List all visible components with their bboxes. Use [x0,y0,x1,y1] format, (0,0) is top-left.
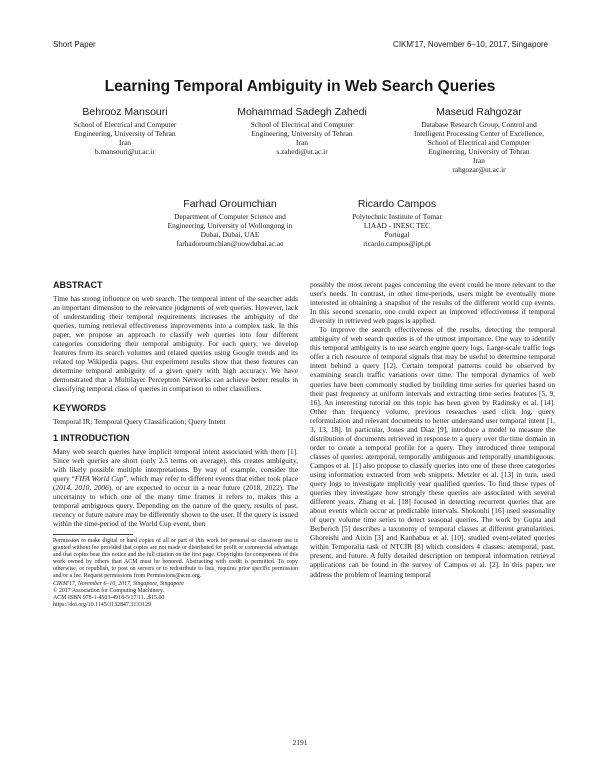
author-country: Iran [119,138,131,147]
running-header-left: Short Paper [53,40,96,49]
author-block-5 [322,198,472,248]
author-block-2 [222,106,382,156]
keywords-heading: KEYWORDS [53,402,107,413]
introduction-paragraph: Many web search queries have implicit temporal intent associated with them [1]. Since web queries are short (only 2.5 terms on average), this creates ambiguity, with likely possible multiple interpretations. By way of example, consider the query “FIFA World Cup”, which may refer to different events that either took place (2014, 2010, 2006), or are expected to occur in a near future (2018, 2022). The uncertainty to which one of the many time frames it refers to, makes this a temporal ambiguous query. Depending on the nature of the query, results of past, recency or future nature may be differently shown to the user. If the query is issued within the time-period of the World Cup event, then [53,446,299,528]
author-email: farhadoroumchian@uowdubai.ac.ae [176,239,284,248]
author-affiliation: Engineering, University of Tehran [251,129,353,138]
author-name: Ricardo Campos [357,198,437,210]
author-affiliation: Department of Computer Science and [174,212,286,221]
right-column [310,280,555,579]
permission-notice: Permission to make digital or hard copies of all or part of this work for personal or classroom use is granted without fee provided that copies are not made or distributed for profit or commercial advantage and that copies bear this notice and the full citation on the first page. Copyrights for components of this work owned by others than ACM must be honored. Abstracting with credit is permitted. To copy otherwise, or republish, to post on servers or to redistribute to lists, requires prior specific permission and/or a fee. Request permissions from Permissions@acm.org. [53,537,298,580]
introduction-heading: 1 INTRODUCTION [53,432,130,443]
author-affiliation: Engineering, University of Wollongong in [167,221,293,230]
author-affiliation: Engineering, University of Tehran [74,129,176,138]
author-email: rahgozar@ut.ac.ir [452,165,506,174]
author-block-1 [45,106,205,156]
footnote-rule [53,534,133,535]
query-example: FIFA World Cup [74,473,124,483]
author-name: Mohammad Sadegh Zahedi [237,106,367,118]
author-email: s.zahedi@ut.ac.ir [276,147,328,156]
author-country: Iran [473,156,485,165]
author-name: Maseud Rahgozar [436,106,522,118]
author-affiliation: School of Electrical and Computer [427,138,531,147]
author-affiliation: Polytechnic Institute of Tomar [352,212,442,221]
page-number: 2191 [292,738,308,747]
author-block-3 [392,106,566,174]
author-affiliation: Intelligent Processing Center of Excellence, [414,129,544,138]
copyright-notice: © 2017 Association for Computing Machinery. [53,587,165,594]
author-affiliation: LIAAD - INESC TEC [363,221,431,230]
past-years: 2014, 2010, 2006 [55,482,109,492]
author-country: Iran [296,138,308,147]
author-email: ricardo.campos@ipt.pt [363,239,431,248]
author-name: Farhad Oroumchian [183,198,277,210]
author-affiliation: School of Electrical and Computer [73,120,177,129]
author-email: b.mansouri@ut.ac.ir [94,147,156,156]
author-affiliation: Engineering, University of Tehran [428,147,530,156]
left-column [53,280,298,609]
body-paragraph-continued: possibly the most recent pages concerning the event could be more relevant to the user's needs. In contrast, in other time-periods, users might be eventually more interested in obtaining a snapshot of the results of the different world cup events. In this second scenario, one could expect an improved effectiveness if temporal diversity in retrieved web pages is applied. [310,280,555,326]
abstract-heading: ABSTRACT [53,280,103,290]
author-affiliation: School of Electrical and Computer [250,120,354,129]
paper-title: Learning Temporal Ambiguity in Web Search Queries [104,78,496,95]
running-header-right: CIKM'17, November 6–10, 2017, Singapore [393,40,548,49]
body-paragraph: To improve the search effectiveness of the results, detecting the temporal ambiguity of web search queries is of the utmost importance. One way to identify this temporal ambiguity is to use search engine query logs. Large-scale traffic logs offer a rich resource of temporal signals that may be useful to determine temporal intent behind a query [12]. Certain temporal patterns could be observed by examining search traffic variations over time. The temporal dynamics of web queries have been commonly studied by building time series for queries based on their past frequency at uniform intervals and extracting time series features [5, 9, 16]. An interesting tutorial on this topic has been given by Radinsky et al. [14]. Other than frequency volume, previous researches used click log, query reformulation and relevant documents to better understand user temporal intent [1, 3, 13, 18]. In particular, Jones and Diaz [9], introduce a model to measure the distribution of documents retrieved in response to a query over the time domain in order to create a temporal profile for a query. They introduced three temporal classes of queries: atemporal, temporally ambiguous and temporally unambiguous. Campos et al. [1] also propose to classify queries into one of these three categories using information extracted from web snippets. Metzler et al. [13] in turn, used query logs to investigate implicitly year qualified queries. To find these types of queries they investigate how strongly these queries are associated with several different years. Zhang et al. [18] focused in detecting recurrent queries that are about events which occur at predictable intervals. Shokouhi [16] used seasonality of query volume time series to detect seasonal queries. The work by Gupta and Berberich [5] describes a taxonomy of temporal classes at different granularities. Ghoreishi and Aixin [3] and Kanhabua et al. [10]. studied event-related queries within Temporalia task of NTCIR [8] which considers 4 classes: atemporal, past, present, and future. A fully detailed description on temporal information retrieval applications can be found in the survey of Campos et al. [2]. In this paper, we address the problem of learning temporal [310,325,555,579]
conference-info: CIKM'17, November 6–10, 2017, Singapore, Singapore [53,580,184,587]
author-block-4 [150,198,310,248]
isbn: ACM ISBN 978-1-4503-4918-5/17/11...$15.00 [53,594,165,601]
author-affiliation: Dubai, Dubai, UAE [200,230,260,239]
author-affiliation: Database Research Group, Control and [421,120,537,129]
author-name: Behrooz Mansouri [82,106,168,118]
author-country: Portugal [384,230,410,239]
keywords-text: Temporal IR; Temporal Query Classification; Query Intent [53,416,226,426]
abstract-text: Time has strong influence on web search. The temporal intent of the searcher adds an important dimension to the relevance judgments of web queries. However, lack of understanding their temporal requirements increases the ambiguity of the queries, turning retrieval effectiveness improvements into a complex task. In this paper, we propose an approach to classify web queries into four different categories considering their temporal ambiguity. For each query, we develop features from its search volumes and related queries using Google trends and its related top Wikipedia pages. Our experiment results show that these features can determine temporal ambiguity of a given query with high accuracy. We have demonstrated that a Multilayer Perceptron Networks can achieve better results in classifying temporal class of queries in comparison to other classifiers. [53,294,298,394]
doi-link[interactable]: https://doi.org/10.1145/3132847.3133129 [53,601,152,608]
